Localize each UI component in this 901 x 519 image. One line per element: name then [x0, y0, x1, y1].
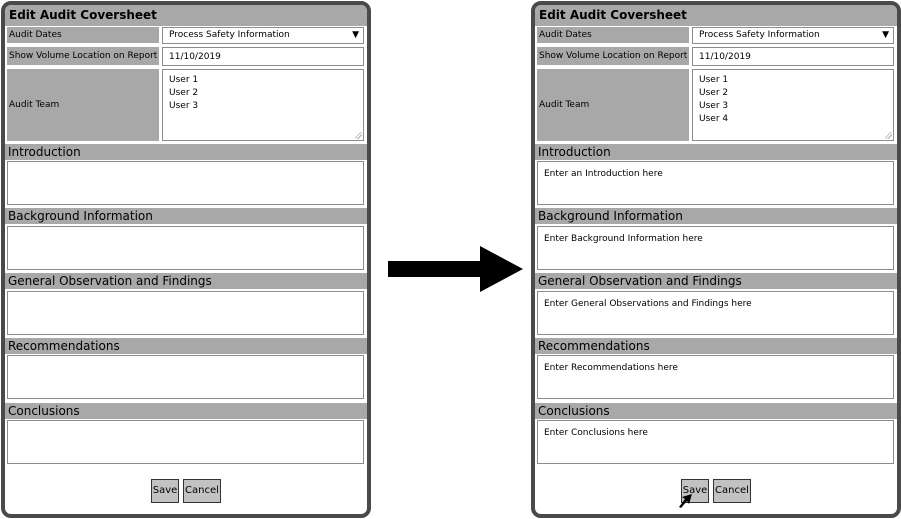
show-volume-label: Show Volume Location on Report: [537, 47, 689, 65]
audit-dates-select[interactable]: [162, 27, 364, 44]
cancel-button[interactable]: Cancel: [183, 479, 221, 503]
save-button[interactable]: Save: [681, 479, 709, 503]
team-user: User 1: [699, 75, 729, 85]
audit-dates-value: Process Safety Information: [169, 30, 290, 40]
general-observation-label: General Observation and Findings: [5, 273, 367, 289]
audit-team-field[interactable]: [162, 69, 364, 141]
coversheet-panel-before: [1, 1, 371, 518]
audit-team-label: Audit Team: [537, 69, 689, 141]
show-volume-date-field[interactable]: 11/10/2019: [692, 47, 894, 66]
general-observation-textarea[interactable]: [7, 291, 364, 335]
chevron-down-icon[interactable]: ▼: [352, 30, 359, 40]
recommendations-textarea[interactable]: Enter Recommendations here: [537, 355, 894, 399]
introduction-textarea[interactable]: [7, 161, 364, 205]
resize-grip-icon[interactable]: [885, 132, 892, 139]
coversheet-panel-after: [531, 1, 901, 518]
resize-grip-icon[interactable]: [355, 132, 362, 139]
audit-team-label: Audit Team: [7, 69, 159, 141]
conclusions-textarea[interactable]: Enter Conclusions here: [537, 420, 894, 464]
background-information-textarea[interactable]: [7, 226, 364, 270]
cancel-button[interactable]: Cancel: [713, 479, 751, 503]
team-user: User 3: [699, 101, 729, 111]
introduction-label: Introduction: [535, 144, 897, 160]
chevron-down-icon[interactable]: ▼: [882, 30, 889, 40]
general-observation-label: General Observation and Findings: [535, 273, 897, 289]
show-volume-label: Show Volume Location on Report: [7, 47, 159, 65]
recommendations-textarea[interactable]: [7, 355, 364, 399]
team-user: User 4: [699, 114, 729, 124]
team-user: User 2: [699, 88, 729, 98]
background-information-label: Background Information: [5, 208, 367, 224]
audit-dates-value: Process Safety Information: [699, 30, 820, 40]
team-user: User 2: [169, 88, 199, 98]
background-information-label: Background Information: [535, 208, 897, 224]
conclusions-label: Conclusions: [5, 403, 367, 419]
audit-dates-select[interactable]: [692, 27, 894, 44]
introduction-textarea[interactable]: Enter an Introduction here: [537, 161, 894, 205]
team-user: User 1: [169, 75, 199, 85]
audit-dates-label: Audit Dates: [7, 27, 159, 43]
conclusions-textarea[interactable]: [7, 420, 364, 464]
general-observation-textarea[interactable]: Enter General Observations and Findings here: [537, 291, 894, 335]
right-arrow-icon: [388, 246, 523, 292]
introduction-label: Introduction: [5, 144, 367, 160]
panel-title: Edit Audit Coversheet: [535, 5, 897, 26]
panel-title: Edit Audit Coversheet: [5, 5, 367, 26]
recommendations-label: Recommendations: [535, 338, 897, 354]
background-information-textarea[interactable]: Enter Background Information here: [537, 226, 894, 270]
audit-team-field[interactable]: [692, 69, 894, 141]
show-volume-date-field[interactable]: 11/10/2019: [162, 47, 364, 66]
conclusions-label: Conclusions: [535, 403, 897, 419]
team-user: User 3: [169, 101, 199, 111]
mouse-pointer-icon: [679, 493, 693, 509]
audit-dates-label: Audit Dates: [537, 27, 689, 43]
recommendations-label: Recommendations: [5, 338, 367, 354]
save-button[interactable]: Save: [151, 479, 179, 503]
